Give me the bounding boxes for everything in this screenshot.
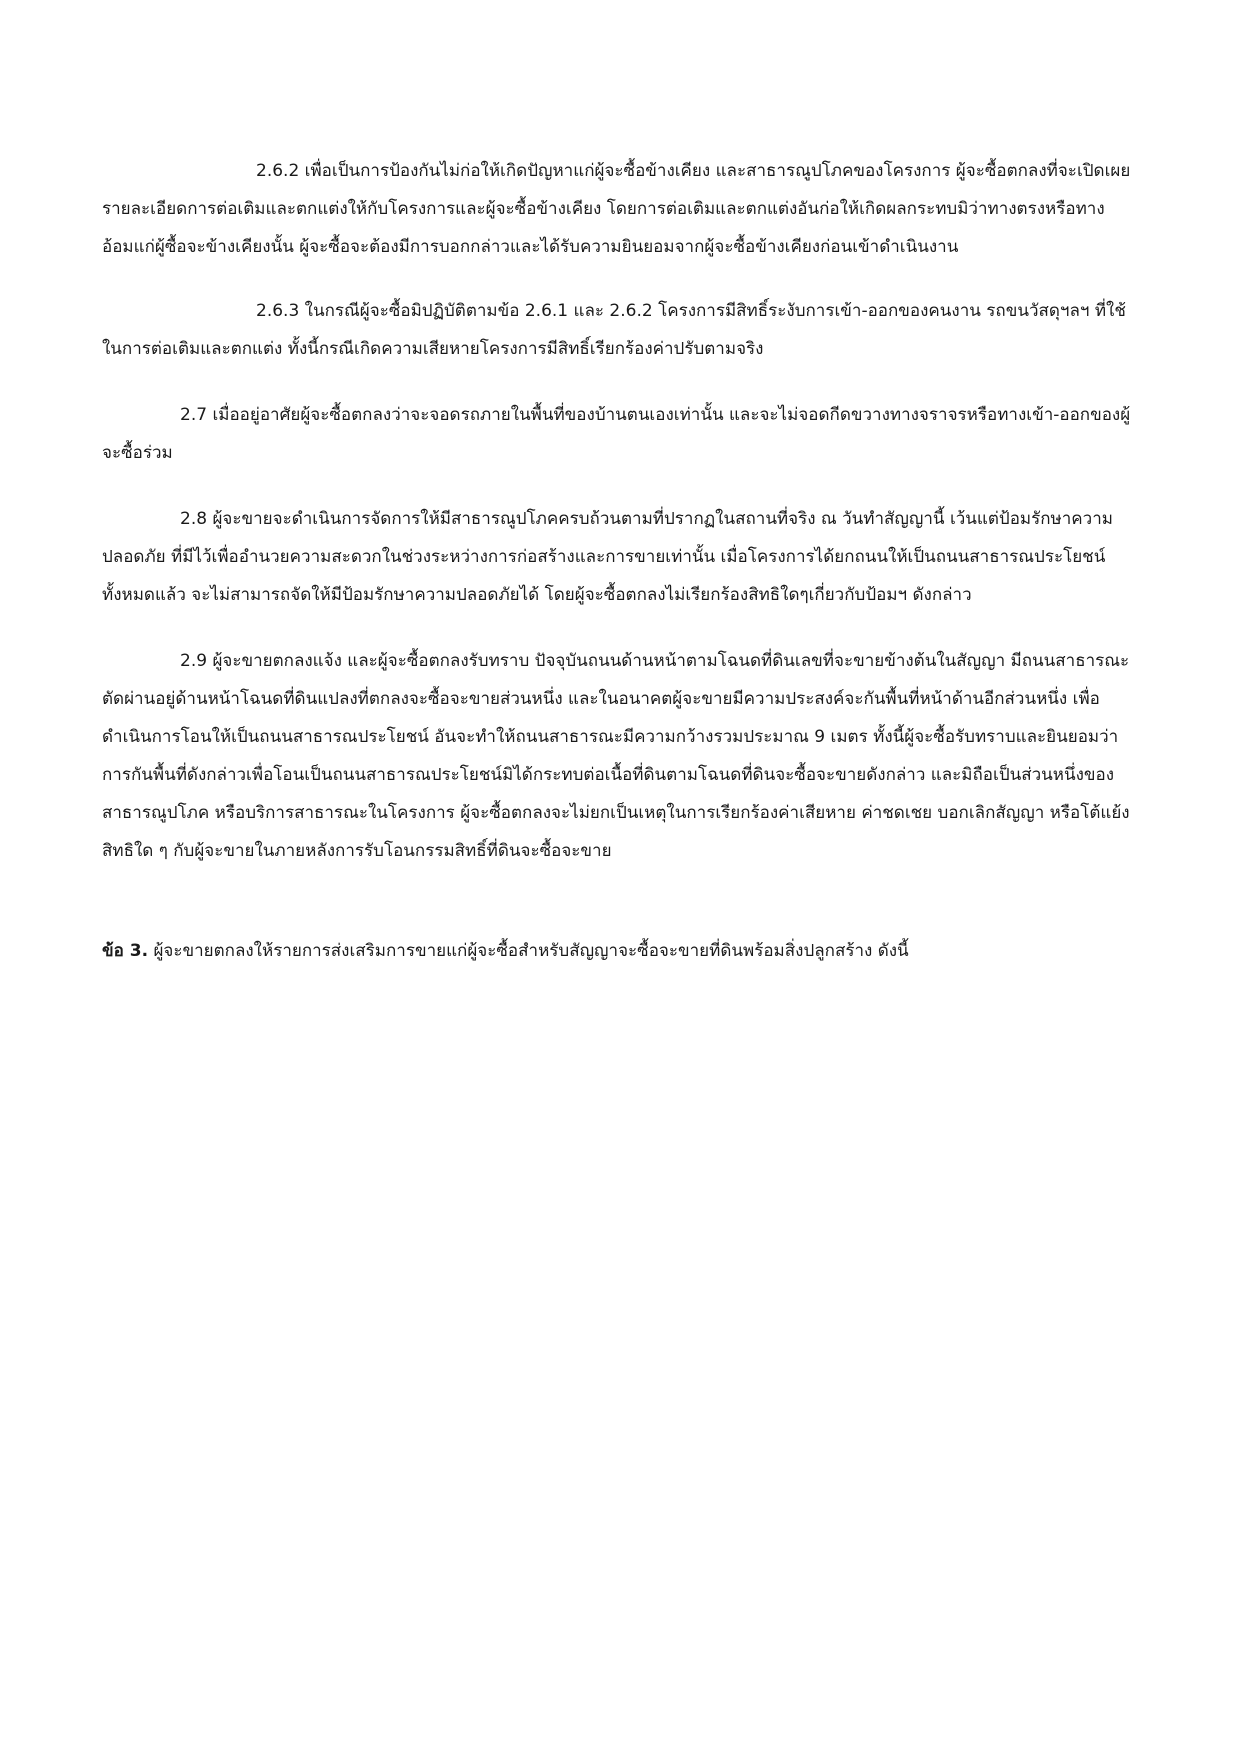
clause-3 bbox=[102, 932, 1134, 970]
paragraph-2-6-3: 2.6.3 ในกรณีผู้จะซื้อมิปฏิบัติตามข้อ 2.6.1 และ 2.6.2 โครงการมีสิทธิ์ระงับการเข้า-ออกของคนงาน รถขนวัสดุฯลฯ ที่ใช้ในการต่อเติมและตกแต่ง ทั้งนี้กรณีเกิดความเสียหายโครงการมีสิทธิ์เรียกร้องค่าปรับตามจริง bbox=[102, 301, 1126, 359]
clause-3-number: ข้อ 3. bbox=[102, 941, 149, 961]
document-page bbox=[102, 152, 1134, 970]
paragraph-2-8: 2.8 ผู้จะขายจะดำเนินการจัดการให้มีสาธารณูปโภคครบถ้วนตามที่ปรากฏในสถานที่จริง ณ วันทำสัญญานี้ เว้นแต่ป้อมรักษาความปลอดภัย ที่มีไว้เพื่ออำนวยความสะดวกในช่วงระหว่างการก่อสร้างและการขายเท่านั้น เมื่อโครงการได้ยกถนนให้เป็นถนนสาธารณประโยชน์ทั้งหมดแล้ว จะไม่สามารถจัดให้มีป้อมรักษาความปลอดภัยได้ โดยผู้จะซื้อตกลงไม่เรียกร้องสิทธิใดๆเกี่ยวกับป้อมฯ ดังกล่าว bbox=[102, 509, 1113, 605]
paragraph-2-9: 2.9 ผู้จะขายตกลงแจ้ง และผู้จะซื้อตกลงรับทราบ ปัจจุบันถนนด้านหน้าตามโฉนดที่ดินเลขที่จะขายข้างต้นในสัญญา มีถนนสาธารณะตัดผ่านอยู่ด้านหน้าโฉนดที่ดินแปลงที่ตกลงจะซื้อจะขายส่วนหนึ่ง และในอนาคตผู้จะขายมีความประสงค์จะกันพื้นที่หน้าด้านอีกส่วนหนึ่ง เพื่อดำเนินการโอนให้เป็นถนนสาธารณประโยชน์ อันจะทำให้ถนนสาธารณะมีความกว้างรวมประมาณ 9 เมตร ทั้งนี้ผู้จะซื้อรับทราบและยินยอมว่า การกันพื้นที่ดังกล่าวเพื่อโอนเป็นถนนสาธารณประโยชน์มิได้กระทบต่อเนื้อที่ดินตามโฉนดที่ดินจะซื้อจะขายดังกล่าว และมิถือเป็นส่วนหนึ่งของสาธารณูปโภค หรือบริการสาธารณะในโครงการ ผู้จะซื้อตกลงจะไม่ยกเป็นเหตุในการเรียกร้องค่าเสียหาย ค่าชดเชย บอกเลิกสัญญา หรือโต้แย้งสิทธิใด ๆ กับผู้จะขายในภายหลังการรับโอนกรรมสิทธิ์ที่ดินจะซื้อจะขาย bbox=[102, 651, 1130, 861]
clause-3-text: ผู้จะขายตกลงให้รายการส่งเสริมการขายแก่ผู้จะซื้อสำหรับสัญญาจะซื้อจะขายที่ดินพร้อมสิ่งปลูกสร้าง ดังนี้ bbox=[148, 941, 909, 961]
paragraph-2-7: 2.7 เมื่ออยู่อาศัยผู้จะซื้อตกลงว่าจะจอดรถภายในพื้นที่ของบ้านตนเองเท่านั้น และจะไม่จอดกีดขวางทางจราจรหรือทางเข้า-ออกของผู้จะซื้อร่วม bbox=[102, 405, 1131, 463]
paragraph-2-6-2: 2.6.2 เพื่อเป็นการป้องกันไม่ก่อให้เกิดปัญหาแก่ผู้จะซื้อข้างเคียง และสาธารณูปโภคของโครงการ ผู้จะซื้อตกลงที่จะเปิดเผยรายละเอียดการต่อเติมและตกแต่งให้กับโครงการและผู้จะซื้อข้างเคียง โดยการต่อเติมและตกแต่งอันก่อให้เกิดผลกระทบมิว่าทางตรงหรือทางอ้อมแก่ผู้ซื้อจะข้างเคียงนั้น ผู้จะซื้อจะต้องมีการบอกกล่าวและได้รับความยินยอมจากผู้จะซื้อข้างเคียงก่อนเข้าดำเนินงาน bbox=[102, 161, 1131, 257]
